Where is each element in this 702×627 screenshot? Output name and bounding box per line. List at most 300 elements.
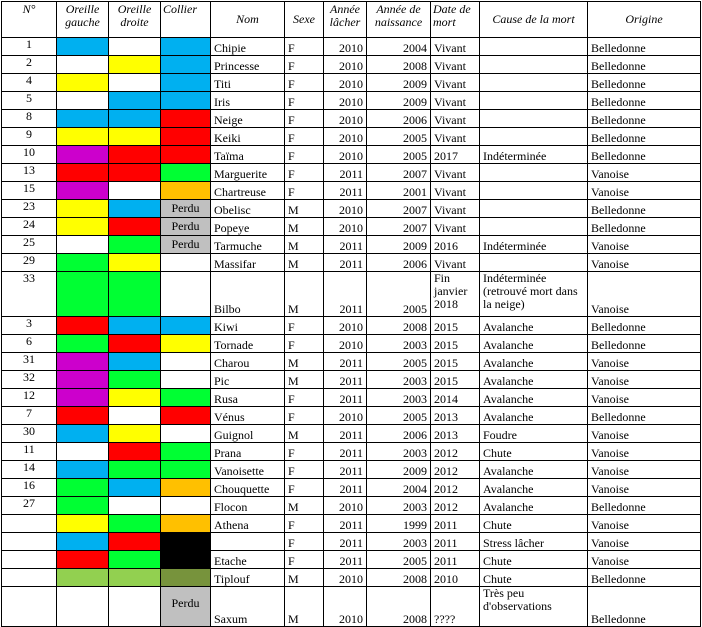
header-oreille-gauche: Oreille gauche (57, 2, 109, 38)
cell-num: 29 (2, 254, 57, 272)
cell-cause-mort (480, 182, 588, 200)
cell-num: 7 (2, 407, 57, 425)
cell-num: 16 (2, 479, 57, 497)
cell-oreille-droite-swatch (109, 200, 161, 218)
cell-collier-swatch (161, 551, 211, 569)
cell-cause-mort: Chute (480, 443, 588, 461)
cell-cause-mort (480, 254, 588, 272)
cell-oreille-droite-swatch (109, 533, 161, 551)
cell-origine: Vanoise (588, 371, 701, 389)
cell-annee-naissance: 2008 (367, 56, 431, 74)
cell-oreille-gauche-swatch (57, 407, 109, 425)
cell-num: 11 (2, 443, 57, 461)
table-row (2, 56, 701, 74)
cell-annee-lacher: 2011 (324, 389, 367, 407)
table-row (2, 182, 701, 200)
cell-annee-naissance: 2005 (367, 407, 431, 425)
cell-oreille-droite-swatch (109, 92, 161, 110)
cell-annee-naissance: 2003 (367, 443, 431, 461)
cell-date-mort: 2012 (431, 461, 480, 479)
cell-oreille-droite-swatch (109, 128, 161, 146)
cell-cause-mort: Avalanche (480, 497, 588, 515)
cell-oreille-droite-swatch (109, 425, 161, 443)
cell-sexe: M (285, 371, 324, 389)
cell-oreille-droite-swatch (109, 272, 161, 317)
cell-annee-lacher: 2011 (324, 551, 367, 569)
cell-annee-lacher: 2010 (324, 38, 367, 56)
cell-nom: Massifar (211, 254, 285, 272)
cell-date-mort: Vivant (431, 92, 480, 110)
cell-oreille-gauche-swatch (57, 236, 109, 254)
cell-sexe: F (285, 389, 324, 407)
cell-annee-naissance: 2005 (367, 146, 431, 164)
cell-annee-naissance: 2003 (367, 335, 431, 353)
cell-sexe: F (285, 56, 324, 74)
cell-collier-swatch (161, 533, 211, 551)
cell-annee-naissance: 2009 (367, 92, 431, 110)
cell-annee-lacher: 2010 (324, 56, 367, 74)
cell-collier-swatch (161, 200, 211, 218)
cell-date-mort: 2010 (431, 569, 480, 587)
table-row (2, 407, 701, 425)
cell-collier-swatch (161, 443, 211, 461)
cell-collier-swatch (161, 497, 211, 515)
cell-num: 14 (2, 461, 57, 479)
cell-annee-naissance: 2007 (367, 164, 431, 182)
table-row (2, 533, 701, 551)
cell-sexe: M (285, 497, 324, 515)
cell-sexe: M (285, 200, 324, 218)
cell-origine: Belledonne (588, 569, 701, 587)
cell-cause-mort (480, 128, 588, 146)
cell-nom: Chouquette (211, 479, 285, 497)
cell-cause-mort: Indéterminée (480, 236, 588, 254)
cell-nom: Guignol (211, 425, 285, 443)
cell-cause-mort: Indéterminée (480, 146, 588, 164)
cell-oreille-droite-swatch (109, 407, 161, 425)
cell-sexe: F (285, 128, 324, 146)
header-origine: Origine (588, 2, 701, 38)
cell-oreille-droite-swatch (109, 38, 161, 56)
cell-date-mort: ???? (431, 587, 480, 627)
cell-nom: Tiplouf (211, 569, 285, 587)
cell-date-mort: 2011 (431, 551, 480, 569)
cell-date-mort: Vivant (431, 110, 480, 128)
cell-oreille-gauche-swatch (57, 479, 109, 497)
cell-sexe: M (285, 425, 324, 443)
cell-origine: Belledonne (588, 218, 701, 236)
cell-cause-mort: Avalanche (480, 353, 588, 371)
cell-origine: Belledonne (588, 146, 701, 164)
cell-date-mort: Vivant (431, 164, 480, 182)
cell-sexe: F (285, 38, 324, 56)
cell-oreille-droite-swatch (109, 317, 161, 335)
cell-nom: Neige (211, 110, 285, 128)
cell-sexe: F (285, 164, 324, 182)
cell-cause-mort (480, 38, 588, 56)
cell-collier-swatch (161, 92, 211, 110)
cell-origine: Belledonne (588, 38, 701, 56)
cell-annee-naissance: 2003 (367, 497, 431, 515)
cell-nom: Pic (211, 371, 285, 389)
cell-date-mort: 2015 (431, 335, 480, 353)
cell-oreille-droite-swatch (109, 335, 161, 353)
cell-annee-lacher: 2010 (324, 146, 367, 164)
cell-annee-naissance: 2005 (367, 551, 431, 569)
cell-cause-mort (480, 92, 588, 110)
cell-num: 9 (2, 128, 57, 146)
cell-date-mort: 2013 (431, 407, 480, 425)
cell-num: 3 (2, 317, 57, 335)
cell-oreille-gauche-swatch (57, 515, 109, 533)
cell-annee-naissance: 2003 (367, 533, 431, 551)
cell-annee-naissance: 2004 (367, 479, 431, 497)
cell-origine: Belledonne (588, 200, 701, 218)
cell-oreille-gauche-swatch (57, 128, 109, 146)
cell-oreille-gauche-swatch (57, 551, 109, 569)
cell-num: 12 (2, 389, 57, 407)
cell-collier-swatch (161, 371, 211, 389)
cell-annee-lacher: 2010 (324, 110, 367, 128)
cell-collier-swatch (161, 74, 211, 92)
cell-cause-mort: Stress lâcher (480, 533, 588, 551)
cell-oreille-gauche-swatch (57, 218, 109, 236)
cell-annee-naissance: 2008 (367, 317, 431, 335)
cell-origine: Vanoise (588, 272, 701, 317)
header-nom: Nom (211, 2, 285, 38)
cell-num: 27 (2, 497, 57, 515)
cell-nom: Vénus (211, 407, 285, 425)
table-row (2, 317, 701, 335)
cell-cause-mort: Avalanche (480, 479, 588, 497)
cell-cause-mort: Avalanche (480, 389, 588, 407)
cell-oreille-droite-swatch (109, 74, 161, 92)
cell-sexe: F (285, 533, 324, 551)
cell-origine: Vanoise (588, 164, 701, 182)
cell-date-mort: Vivant (431, 74, 480, 92)
cell-nom: Princesse (211, 56, 285, 74)
cell-annee-lacher: 2011 (324, 236, 367, 254)
cell-date-mort: 2015 (431, 371, 480, 389)
cell-date-mort: 2015 (431, 353, 480, 371)
cell-nom: Popeye (211, 218, 285, 236)
cell-collier-swatch (161, 479, 211, 497)
cell-origine: Vanoise (588, 515, 701, 533)
cell-date-mort: Vivant (431, 128, 480, 146)
cell-collier-swatch (161, 236, 211, 254)
cell-collier-swatch (161, 164, 211, 182)
cell-oreille-gauche-swatch (57, 389, 109, 407)
cell-collier-swatch (161, 515, 211, 533)
cell-cause-mort: Chute (480, 515, 588, 533)
cell-oreille-droite-swatch (109, 110, 161, 128)
table-row (2, 461, 701, 479)
cell-oreille-gauche-swatch (57, 92, 109, 110)
cell-origine: Vanoise (588, 479, 701, 497)
cell-annee-naissance: 2007 (367, 218, 431, 236)
cell-nom: Titi (211, 74, 285, 92)
cell-sexe: F (285, 92, 324, 110)
cell-oreille-gauche-swatch (57, 353, 109, 371)
cell-sexe: M (285, 236, 324, 254)
cell-nom: Rusa (211, 389, 285, 407)
cell-origine: Belledonne (588, 92, 701, 110)
cell-nom: Iris (211, 92, 285, 110)
cell-nom: Athena (211, 515, 285, 533)
cell-date-mort: 2017 (431, 146, 480, 164)
cell-origine: Vanoise (588, 182, 701, 200)
table-row (2, 38, 701, 56)
cell-num: 6 (2, 335, 57, 353)
cell-oreille-droite-swatch (109, 371, 161, 389)
cell-cause-mort: Foudre (480, 425, 588, 443)
cell-num: 15 (2, 182, 57, 200)
cell-date-mort: Vivant (431, 56, 480, 74)
table-row (2, 236, 701, 254)
cell-annee-naissance: 2003 (367, 389, 431, 407)
document (1, 1, 701, 627)
cell-oreille-droite-swatch (109, 218, 161, 236)
cell-cause-mort: Avalanche (480, 461, 588, 479)
cell-num: 1 (2, 38, 57, 56)
cell-sexe: M (285, 272, 324, 317)
cell-nom: Etache (211, 551, 285, 569)
cell-oreille-droite-swatch (109, 254, 161, 272)
cell-oreille-gauche-swatch (57, 200, 109, 218)
cell-collier-swatch (161, 110, 211, 128)
cell-cause-mort: Chute (480, 569, 588, 587)
cell-num: 33 (2, 272, 57, 317)
cell-date-mort: Fin janvier 2018 (431, 272, 480, 317)
cell-collier-swatch (161, 389, 211, 407)
cell-collier-swatch (161, 317, 211, 335)
cell-nom: Marguerite (211, 164, 285, 182)
cell-oreille-droite-swatch (109, 389, 161, 407)
cell-annee-naissance: 2006 (367, 425, 431, 443)
cell-annee-lacher: 2010 (324, 200, 367, 218)
cell-oreille-droite-swatch (109, 164, 161, 182)
cell-nom: Tarmuche (211, 236, 285, 254)
cell-oreille-droite-swatch (109, 497, 161, 515)
cell-sexe: F (285, 335, 324, 353)
cell-origine: Vanoise (588, 389, 701, 407)
cell-annee-naissance: 2003 (367, 371, 431, 389)
cell-annee-lacher: 2010 (324, 569, 367, 587)
cell-cause-mort: Avalanche (480, 371, 588, 389)
cell-cause-mort: Avalanche (480, 335, 588, 353)
header-cause-mort: Cause de la mort (480, 2, 588, 38)
cell-annee-lacher: 2011 (324, 533, 367, 551)
cell-origine: Vanoise (588, 533, 701, 551)
cell-sexe: F (285, 551, 324, 569)
cell-num (2, 515, 57, 533)
cell-annee-lacher: 2011 (324, 515, 367, 533)
cell-num (2, 569, 57, 587)
cell-oreille-gauche-swatch (57, 110, 109, 128)
cell-cause-mort (480, 74, 588, 92)
cell-sexe: F (285, 407, 324, 425)
cell-annee-naissance: 2004 (367, 38, 431, 56)
table-row (2, 371, 701, 389)
cell-sexe: M (285, 254, 324, 272)
table-row (2, 92, 701, 110)
table-row (2, 389, 701, 407)
table-row (2, 164, 701, 182)
cell-annee-lacher: 2011 (324, 443, 367, 461)
cell-cause-mort: Avalanche (480, 407, 588, 425)
cell-nom: Prana (211, 443, 285, 461)
table-row (2, 254, 701, 272)
cell-date-mort: Vivant (431, 182, 480, 200)
cell-annee-naissance: 2005 (367, 272, 431, 317)
cell-annee-naissance: 2005 (367, 128, 431, 146)
cell-oreille-droite-swatch (109, 461, 161, 479)
cell-date-mort: 2014 (431, 389, 480, 407)
cell-annee-naissance: 2009 (367, 236, 431, 254)
cell-annee-lacher: 2010 (324, 128, 367, 146)
cell-num: 32 (2, 371, 57, 389)
cell-annee-naissance: 2007 (367, 200, 431, 218)
cell-sexe: F (285, 317, 324, 335)
cell-annee-naissance: 2009 (367, 74, 431, 92)
cell-origine: Belledonne (588, 74, 701, 92)
table-row (2, 479, 701, 497)
cell-cause-mort: Avalanche (480, 317, 588, 335)
cell-sexe: M (285, 587, 324, 627)
cell-cause-mort: Indéterminée (retrouvé mort dans la neige) (480, 272, 588, 317)
cell-sexe: M (285, 218, 324, 236)
cell-num: 30 (2, 425, 57, 443)
cell-annee-lacher: 2010 (324, 92, 367, 110)
cell-annee-lacher: 2010 (324, 317, 367, 335)
cell-origine: Vanoise (588, 236, 701, 254)
table-row (2, 425, 701, 443)
cell-nom: Charou (211, 353, 285, 371)
table-row (2, 218, 701, 236)
cell-oreille-gauche-swatch (57, 317, 109, 335)
cell-cause-mort: Très peu d'observations (480, 587, 588, 627)
cell-oreille-droite-swatch (109, 515, 161, 533)
cell-annee-naissance: 2008 (367, 587, 431, 627)
cell-origine: Vanoise (588, 353, 701, 371)
cell-annee-lacher: 2011 (324, 272, 367, 317)
cell-date-mort: 2012 (431, 497, 480, 515)
table-row (2, 515, 701, 533)
cell-collier-swatch (161, 461, 211, 479)
cell-oreille-gauche-swatch (57, 272, 109, 317)
cell-cause-mort (480, 200, 588, 218)
cell-nom: Flocon (211, 497, 285, 515)
cell-num: 23 (2, 200, 57, 218)
cell-annee-naissance: 1999 (367, 515, 431, 533)
cell-cause-mort (480, 164, 588, 182)
cell-oreille-gauche-swatch (57, 56, 109, 74)
cell-nom: Bilbo (211, 272, 285, 317)
cell-num: 8 (2, 110, 57, 128)
cell-nom: Tornade (211, 335, 285, 353)
cell-annee-naissance: 2009 (367, 461, 431, 479)
cell-origine: Vanoise (588, 254, 701, 272)
cell-oreille-gauche-swatch (57, 371, 109, 389)
cell-collier-swatch (161, 254, 211, 272)
cell-num: 31 (2, 353, 57, 371)
table-row (2, 551, 701, 569)
cell-oreille-droite-swatch (109, 56, 161, 74)
table-row (2, 443, 701, 461)
cell-oreille-gauche-swatch (57, 146, 109, 164)
header-num: N° (2, 2, 57, 38)
cell-nom: Obelisc (211, 200, 285, 218)
cell-oreille-droite-swatch (109, 479, 161, 497)
cell-sexe: F (285, 461, 324, 479)
table-row (2, 272, 701, 317)
cell-nom: Chartreuse (211, 182, 285, 200)
header-sexe: Sexe (285, 2, 324, 38)
cell-annee-lacher: 2011 (324, 479, 367, 497)
cell-origine: Vanoise (588, 425, 701, 443)
collier-perdu-label: Perdu (171, 201, 200, 215)
cell-annee-lacher: 2011 (324, 425, 367, 443)
table-row (2, 200, 701, 218)
cell-origine: Vanoise (588, 551, 701, 569)
cell-num (2, 551, 57, 569)
header-oreille-droite: Oreille droite (109, 2, 161, 38)
cell-date-mort: 2012 (431, 479, 480, 497)
header-collier: Collier (161, 2, 211, 38)
cell-collier-swatch (161, 38, 211, 56)
cell-sexe: F (285, 110, 324, 128)
cell-origine: Vanoise (588, 443, 701, 461)
cell-oreille-droite-swatch (109, 353, 161, 371)
cell-annee-lacher: 2011 (324, 254, 367, 272)
cell-annee-lacher: 2010 (324, 587, 367, 627)
cell-oreille-droite-swatch (109, 443, 161, 461)
cell-oreille-gauche-swatch (57, 425, 109, 443)
cell-origine: Belledonne (588, 128, 701, 146)
cell-annee-naissance: 2001 (367, 182, 431, 200)
cell-nom: Vanoisette (211, 461, 285, 479)
cell-collier-swatch (161, 425, 211, 443)
cell-cause-mort (480, 56, 588, 74)
cell-num: 2 (2, 56, 57, 74)
cell-collier-swatch (161, 272, 211, 317)
cell-collier-swatch (161, 407, 211, 425)
cell-num: 25 (2, 236, 57, 254)
cell-date-mort: Vivant (431, 200, 480, 218)
cell-collier-swatch (161, 569, 211, 587)
cell-origine: Belledonne (588, 407, 701, 425)
cell-nom (211, 533, 285, 551)
cell-date-mort: 2013 (431, 425, 480, 443)
cell-oreille-droite-swatch (109, 569, 161, 587)
header-annee-naissance: Année de naissance (367, 2, 431, 38)
cell-origine: Belledonne (588, 110, 701, 128)
table-row (2, 497, 701, 515)
cell-oreille-droite-swatch (109, 236, 161, 254)
cell-annee-lacher: 2010 (324, 218, 367, 236)
cell-nom: Keiki (211, 128, 285, 146)
cell-sexe: F (285, 182, 324, 200)
marmot-table (1, 1, 701, 627)
cell-oreille-droite-swatch (109, 146, 161, 164)
cell-oreille-gauche-swatch (57, 533, 109, 551)
cell-annee-lacher: 2011 (324, 164, 367, 182)
table-row (2, 569, 701, 587)
cell-collier-swatch (161, 218, 211, 236)
table-row (2, 74, 701, 92)
cell-origine: Belledonne (588, 335, 701, 353)
cell-oreille-gauche-swatch (57, 254, 109, 272)
